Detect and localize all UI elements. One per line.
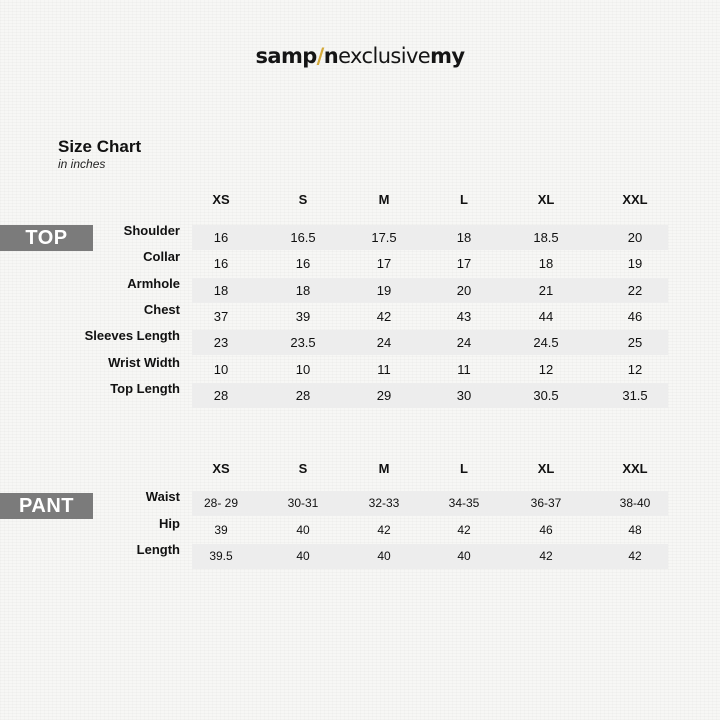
top-cell: 18: [538, 256, 554, 272]
pant-cell: 42: [457, 522, 471, 537]
top-cell: 31.5: [622, 387, 648, 403]
top-cell: 19: [376, 282, 392, 298]
pin-icon: /: [316, 44, 324, 68]
top-header-xs: XS: [212, 192, 230, 207]
top-section-tag: TOP: [0, 225, 93, 251]
pant-cell: 32-33: [368, 496, 400, 510]
chart-subtitle: in inches: [58, 157, 106, 171]
top-cell: 24: [376, 335, 392, 351]
top-cell: 37: [213, 308, 229, 324]
pant-section-tag: PANT: [0, 493, 93, 519]
top-cell: 16.5: [290, 230, 316, 245]
top-cell: 10: [213, 361, 229, 377]
top-cell: 44: [538, 308, 554, 324]
top-header-m: M: [378, 192, 390, 207]
top-cell: 23.5: [290, 335, 316, 351]
pant-header-m: M: [378, 461, 390, 476]
top-cell: 43: [456, 308, 472, 324]
top-cell: 17: [376, 256, 392, 272]
pant-cell: 39.5: [209, 549, 233, 563]
top-row-label: Wrist Width: [108, 354, 180, 370]
pant-cell: 40: [377, 549, 391, 563]
top-cell: 24.5: [533, 335, 559, 351]
top-cell: 18: [213, 282, 229, 298]
top-cell: 46: [627, 308, 643, 324]
top-row-label: Sleeves Length: [84, 328, 180, 344]
top-cell: 24: [456, 335, 472, 351]
pant-cell: 42: [539, 549, 553, 563]
top-row-label: Armhole: [127, 275, 180, 291]
pant-header-l: L: [460, 461, 468, 476]
top-cell: 16: [213, 256, 229, 272]
top-cell: 23: [213, 335, 229, 351]
top-cell: 17.5: [371, 230, 397, 245]
pant-cell: 28- 29: [203, 496, 239, 510]
top-cell: 29: [376, 387, 392, 403]
top-cell: 17: [456, 256, 472, 272]
pant-row-label: Length: [136, 542, 180, 557]
pant-cell: 39: [214, 522, 228, 537]
chart-title: Size Chart: [58, 137, 142, 156]
top-row-label: Chest: [143, 301, 180, 317]
top-cell: 21: [538, 282, 554, 298]
pant-cell: 40: [296, 522, 310, 537]
top-cell: 16: [213, 230, 229, 245]
pant-cell: 36-37: [530, 496, 562, 510]
top-cell: 19: [627, 256, 643, 272]
top-cell: 18: [295, 282, 311, 298]
top-cell: 11: [377, 361, 391, 377]
pant-header-s: S: [298, 461, 308, 476]
top-header-xl: XL: [537, 192, 555, 207]
top-cell: 30: [456, 387, 472, 403]
top-cell: 25: [627, 335, 643, 351]
pant-cell: 42: [628, 549, 642, 563]
top-header-s: S: [298, 192, 308, 207]
pant-cell: 48: [628, 522, 642, 537]
top-row-label: Top Length: [110, 380, 180, 396]
top-cell: 10: [295, 361, 311, 377]
top-cell: 18.5: [533, 230, 559, 245]
top-cell: 20: [627, 230, 643, 245]
pant-header-xxl: XXL: [622, 461, 648, 476]
pant-cell: 30-31: [287, 496, 319, 510]
top-cell: 28: [213, 387, 229, 403]
top-cell: 12: [627, 361, 643, 377]
pant-header-xs: XS: [212, 461, 230, 476]
top-cell: 20: [456, 282, 472, 298]
top-cell: 42: [376, 308, 392, 324]
pant-cell: 38-40: [619, 496, 651, 510]
top-cell: 22: [627, 282, 643, 298]
pant-cell: 34-35: [448, 496, 480, 510]
pant-cell: 42: [377, 522, 391, 537]
top-cell: 39: [295, 308, 311, 324]
pant-row-label: Hip: [159, 515, 180, 531]
pant-cell: 40: [457, 549, 471, 563]
pant-cell: 46: [539, 522, 553, 537]
brand-logo: samp/nexclusivemy: [255, 44, 465, 68]
pant-row-label: Waist: [145, 489, 180, 504]
top-cell: 28: [295, 387, 311, 403]
pant-header-xl: XL: [537, 461, 555, 476]
top-header-xxl: XXL: [622, 192, 648, 207]
top-cell: 11: [457, 361, 471, 377]
top-cell: 30.5: [533, 387, 559, 403]
top-cell: 18: [456, 230, 472, 245]
pant-cell: 40: [296, 549, 310, 563]
top-cell: 16: [295, 256, 311, 272]
top-row-label: Collar: [143, 249, 180, 265]
top-cell: 12: [538, 361, 554, 377]
top-header-l: L: [460, 192, 468, 207]
top-row-label: Shoulder: [123, 223, 180, 238]
